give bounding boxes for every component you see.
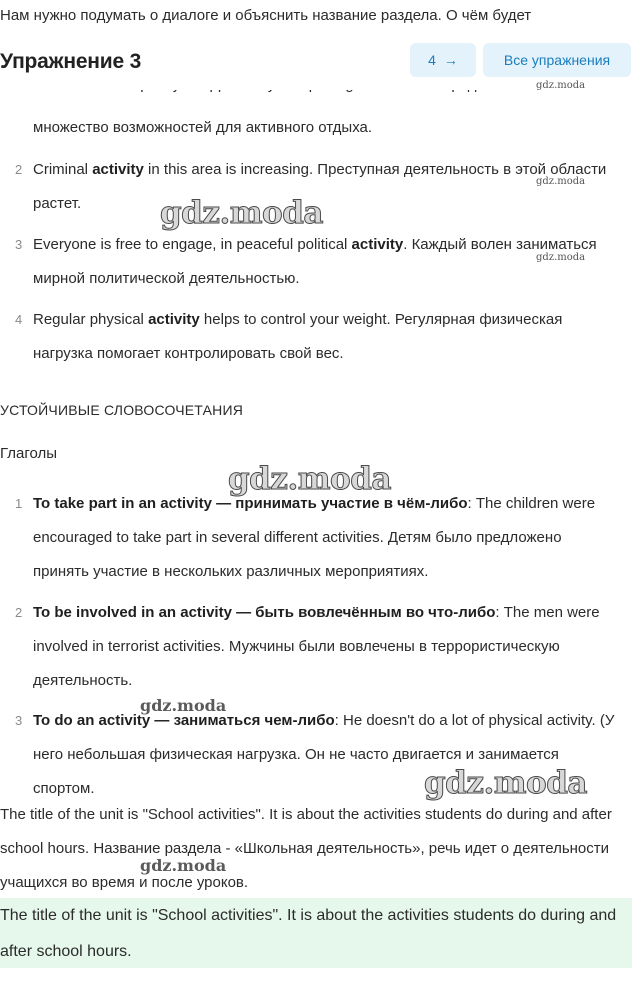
keyword: activity [92, 161, 144, 178]
example-text: . Каждый волен заниматься мирной политической деятельностью. [33, 236, 597, 287]
example-prefix: Criminal [33, 161, 93, 178]
example-prefix: Everyone is free to engage, in peaceful political [33, 236, 352, 253]
watermark-logo: gdz.moda [536, 252, 586, 263]
watermark-logo: gdz.moda [140, 696, 227, 715]
intro-text: Нам нужно подумать о диалоге и объяснить название раздела. О чём будет [0, 7, 532, 24]
arrow-right-icon: → [443, 52, 458, 68]
answer-text: The title of the unit is "School activities". It is about the activities students do during and after school hours. [0, 907, 617, 960]
phrase-example: : The men were involved in terrorist activities. Мужчины были вовлечены в террористическую деятельность. [33, 604, 600, 689]
watermark-logo: gdz.moda [140, 856, 227, 875]
phrase-example: : He doesn't do a lot of physical activity. (У него небольшая физическая нагрузка. Он не часто двигается и занимается спортом. [33, 712, 615, 797]
example-number: 4 [15, 312, 23, 327]
next-exercise-button[interactable] [410, 43, 476, 77]
next-exercise-label: 4 [428, 52, 436, 68]
example-number: 2 [15, 162, 23, 177]
example-text: helps to control your weight. Регулярная физическая нагрузка помогает контролировать свой вес. [33, 311, 563, 362]
watermark-logo: gdz.moda [228, 461, 391, 497]
phrase: To take part in an activity — принимать участие в чём-либо [33, 495, 468, 512]
phrase-example: : The children were encouraged to take part in several different activities. Детям было предложено принять участие в нескольких различных мероприятиях. [33, 495, 596, 580]
example-text: множество возможностей для активного отдыха. [33, 119, 373, 136]
example-prefix: Regular physical [33, 311, 149, 328]
section-heading: УСТОЙЧИВЫЕ СЛОВОСОЧЕТАНИЯ [0, 402, 244, 418]
phrase-number: 3 [15, 713, 23, 728]
page-title: Упражнение 3 [0, 50, 142, 73]
phrase-number: 2 [15, 605, 23, 620]
example-number: 3 [15, 237, 23, 252]
phrase-number: 1 [15, 496, 23, 511]
phrase: To be involved in an activity — быть вовлечённым во что-либо [33, 604, 496, 621]
keyword: activity [148, 311, 200, 328]
example-text: in this area is increasing. Преступная деятельность в этой области растет. [33, 161, 607, 212]
all-exercises-button[interactable]: Все упражнения [483, 43, 631, 77]
watermark-logo: gdz.moda [160, 195, 323, 231]
explanation-text: The title of the unit is "School activities". It is about the activities students do during and after school hours. Название раздела - «Школьная деятельность», речь идет о деятельности учащихся во время и после уроков. [0, 806, 612, 891]
watermark-logo: gdz.moda [424, 765, 587, 801]
watermark-logo: gdz.moda [536, 80, 586, 91]
answer-block [0, 898, 632, 968]
subheading: Глаголы [0, 445, 58, 462]
phrase: To do an activity — заниматься чем-либо [33, 712, 335, 729]
keyword: activity [351, 236, 404, 253]
watermark-logo: gdz.moda [536, 176, 586, 187]
